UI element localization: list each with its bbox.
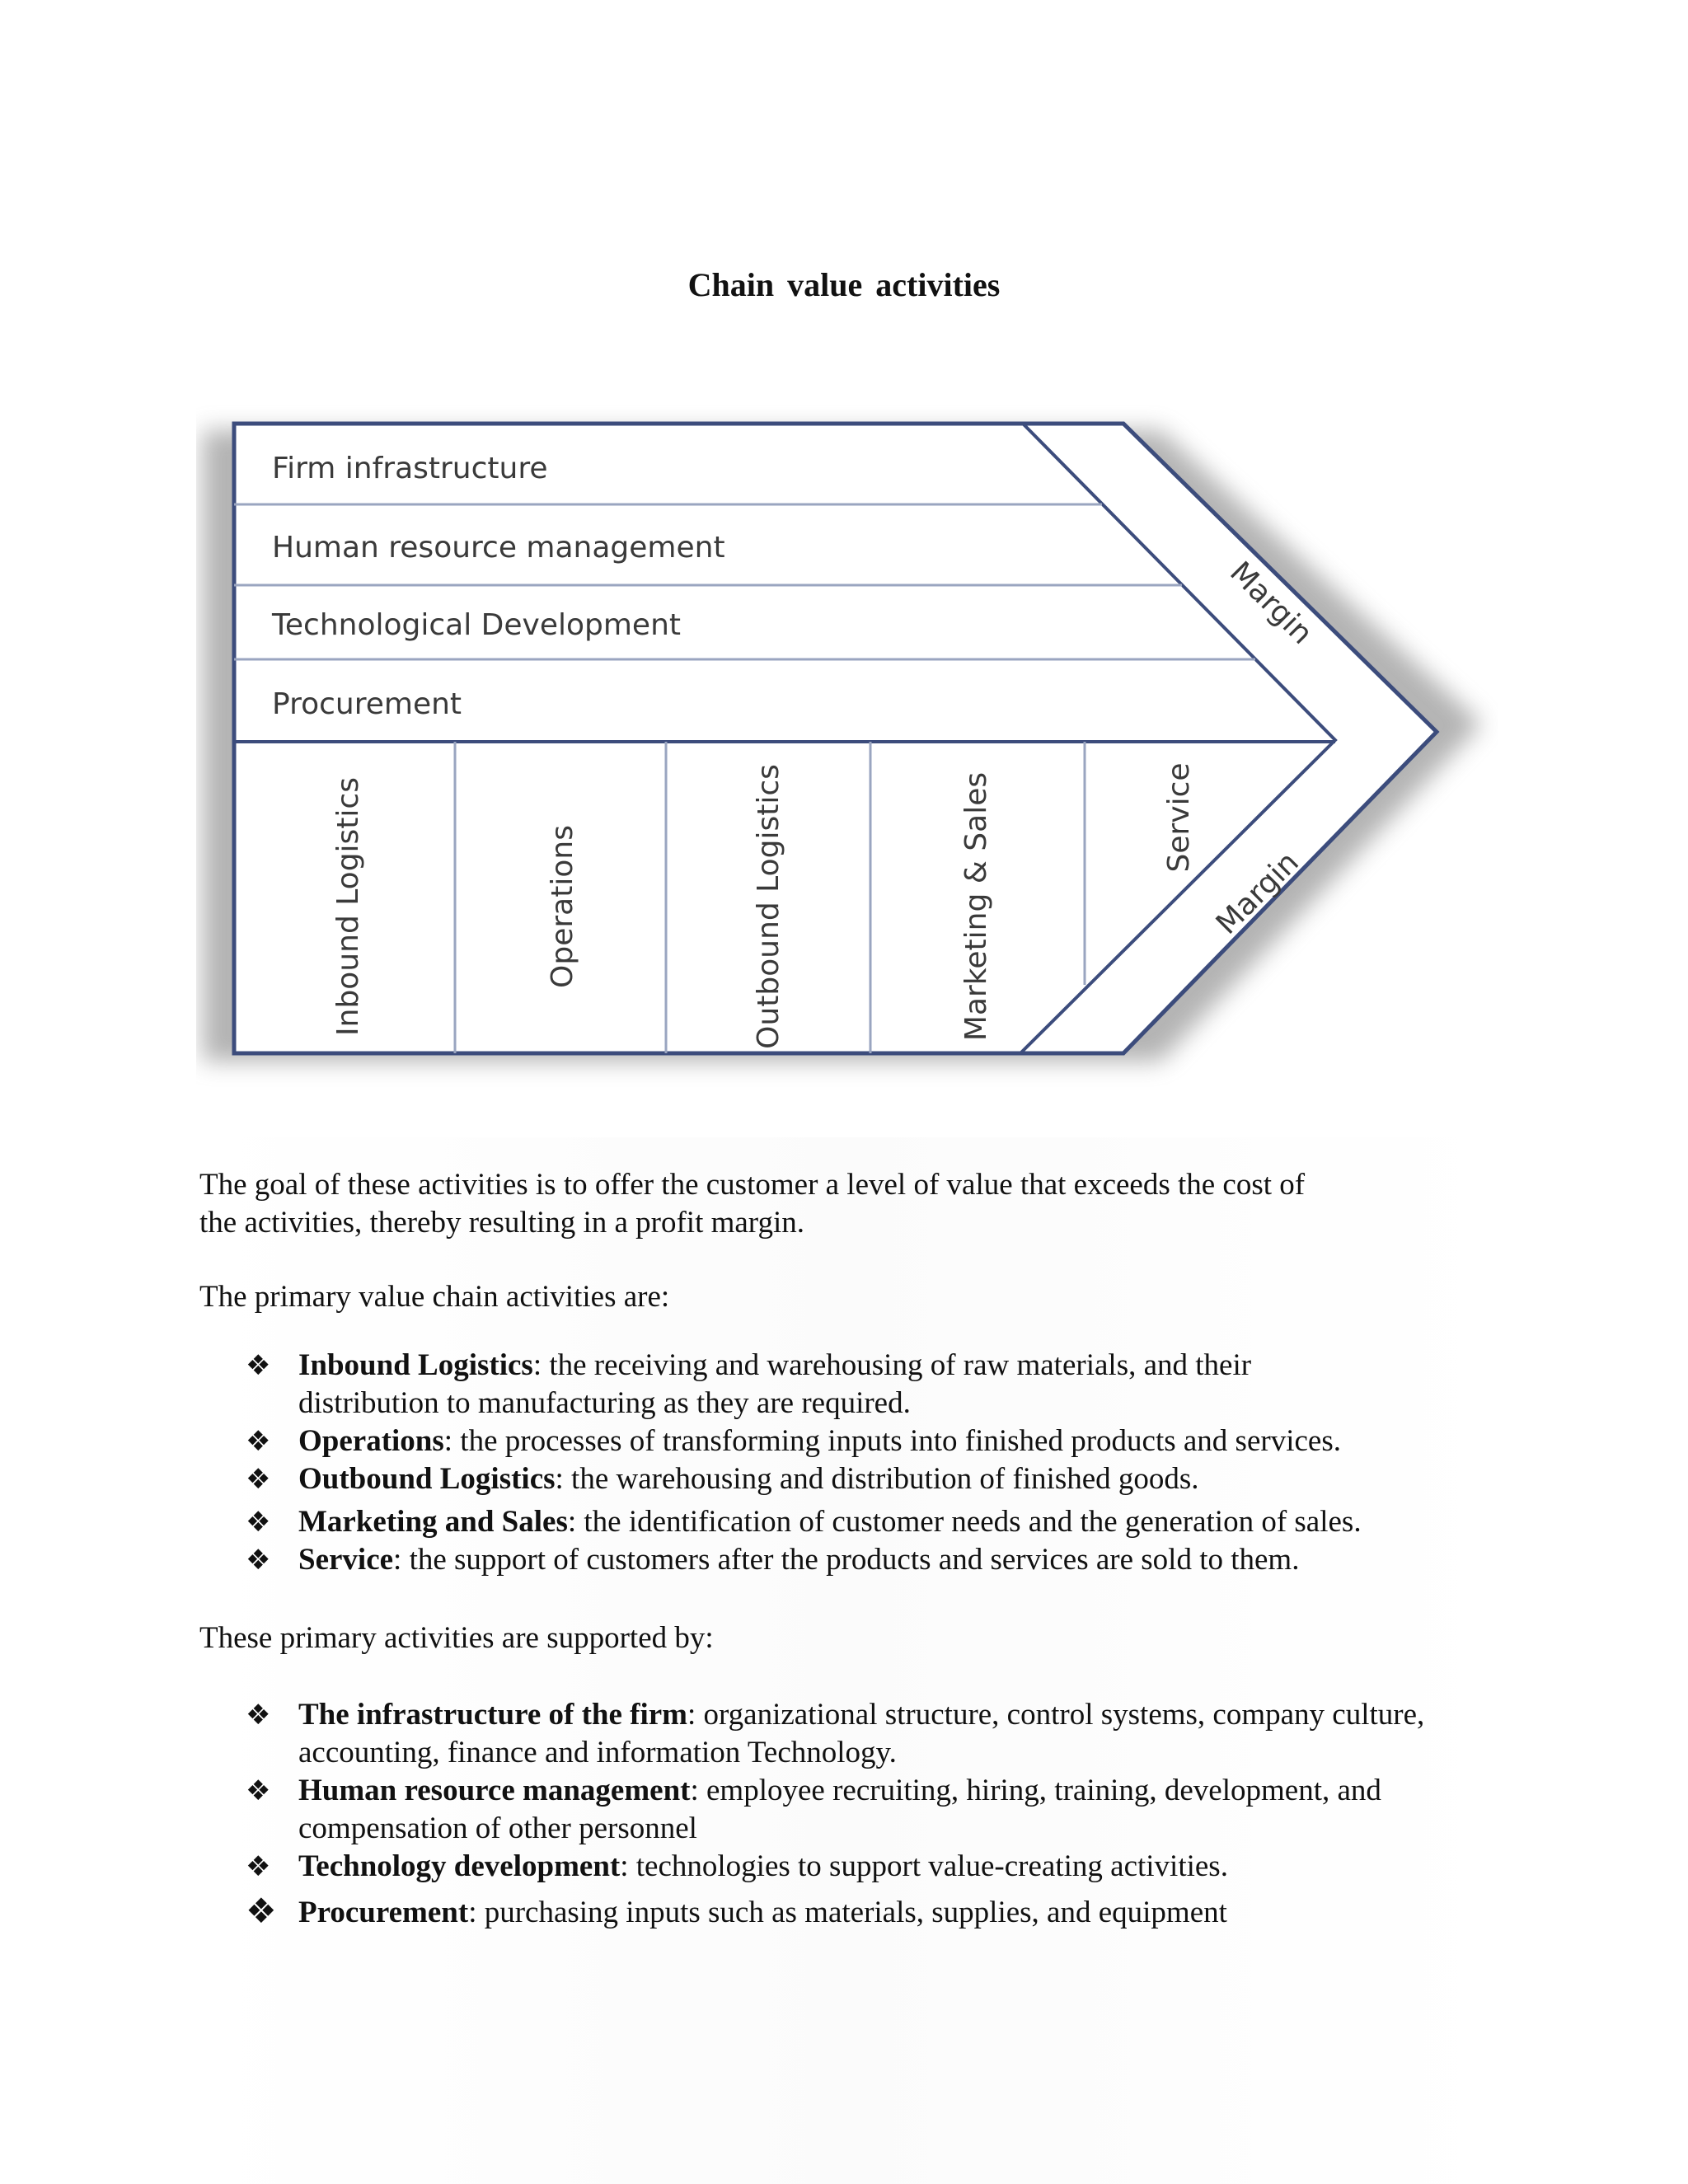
page-title: Chain value activities [687, 266, 1001, 303]
item-description: : employee recruiting, hiring, training, development, and compensation of other personnel [298, 1774, 1381, 1845]
item-description: : the receiving and warehousing of raw materials, and their distribution to manufacturing as they are required. [298, 1348, 1252, 1420]
support-label-hrm: Human resource management [272, 531, 725, 565]
item-description: : the identification of customer needs and the generation of sales. [567, 1505, 1362, 1539]
diamond-bullet-icon: ❖ [246, 1425, 271, 1458]
value-chain-diagram [196, 387, 1498, 1141]
item-description: : purchasing inputs such as materials, supplies, and equipment [468, 1896, 1227, 1929]
support-label-procurement: Procurement [272, 687, 462, 721]
item-term: Procurement [298, 1896, 469, 1929]
list-item [246, 1347, 1386, 1422]
diamond-bullet-icon: ❖ [246, 1699, 271, 1732]
support-activities-list [246, 1696, 1498, 1932]
list-item [246, 1891, 1498, 1932]
support-label-tech-development: Technological Development [272, 608, 682, 642]
primary-label-operations: Operations [546, 825, 579, 988]
list-item [246, 1772, 1498, 1848]
item-description: : the support of customers after the products and services are sold to them. [393, 1543, 1300, 1577]
margin-label-top: Margin [1223, 555, 1320, 651]
item-term: Human resource management [298, 1774, 691, 1807]
list-item [246, 1696, 1485, 1772]
diamond-bullet-icon: ❖ [246, 1544, 271, 1577]
item-term: The infrastructure of the firm [298, 1698, 687, 1732]
list-item [246, 1541, 1498, 1579]
diamond-bullet-icon: ❖ [246, 1891, 277, 1931]
item-description: : organizational structure, control systems, company culture, accounting, finance and information Technology. [298, 1698, 1425, 1769]
support-heading: These primary activities are supported by: [199, 1621, 714, 1655]
item-description: : the processes of transforming inputs into finished products and services. [443, 1424, 1341, 1458]
primary-label-marketing-sales: Marketing & Sales [959, 771, 993, 1042]
primary-activities-list [246, 1347, 1498, 1579]
diamond-bullet-icon: ❖ [246, 1463, 271, 1496]
diamond-bullet-icon: ❖ [246, 1774, 271, 1807]
diamond-bullet-icon: ❖ [246, 1506, 271, 1539]
list-item [246, 1503, 1498, 1541]
value-chain-svg [196, 387, 1498, 1141]
primary-label-outbound-logistics: Outbound Logistics [752, 764, 785, 1049]
diamond-bullet-icon: ❖ [246, 1850, 271, 1883]
primary-label-service: Service [1162, 762, 1196, 873]
item-term: Service [298, 1543, 394, 1577]
item-term: Inbound Logistics [298, 1348, 533, 1382]
item-term: Marketing and Sales [298, 1505, 568, 1539]
support-label-firm-infrastructure: Firm infrastructure [272, 452, 548, 485]
item-term: Technology development [298, 1849, 621, 1883]
primary-label-inbound-logistics: Inbound Logistics [331, 777, 365, 1036]
list-item [246, 1422, 1498, 1460]
intro-paragraph: The goal of these activities is to offer the customer a level of value that exceeds the cost of the activities, thereby resulting in a profit margin. [199, 1168, 1306, 1240]
item-description: : the warehousing and distribution of finished goods. [555, 1462, 1199, 1496]
list-item [246, 1848, 1498, 1886]
item-description: : technologies to support value-creating activities. [620, 1849, 1228, 1883]
item-term: Outbound Logistics [298, 1462, 556, 1496]
list-item [246, 1460, 1498, 1498]
item-term: Operations [298, 1424, 444, 1458]
primary-heading: The primary value chain activities are: [199, 1280, 670, 1314]
diamond-bullet-icon: ❖ [246, 1349, 271, 1382]
margin-label-bottom: Margin [1209, 845, 1306, 941]
